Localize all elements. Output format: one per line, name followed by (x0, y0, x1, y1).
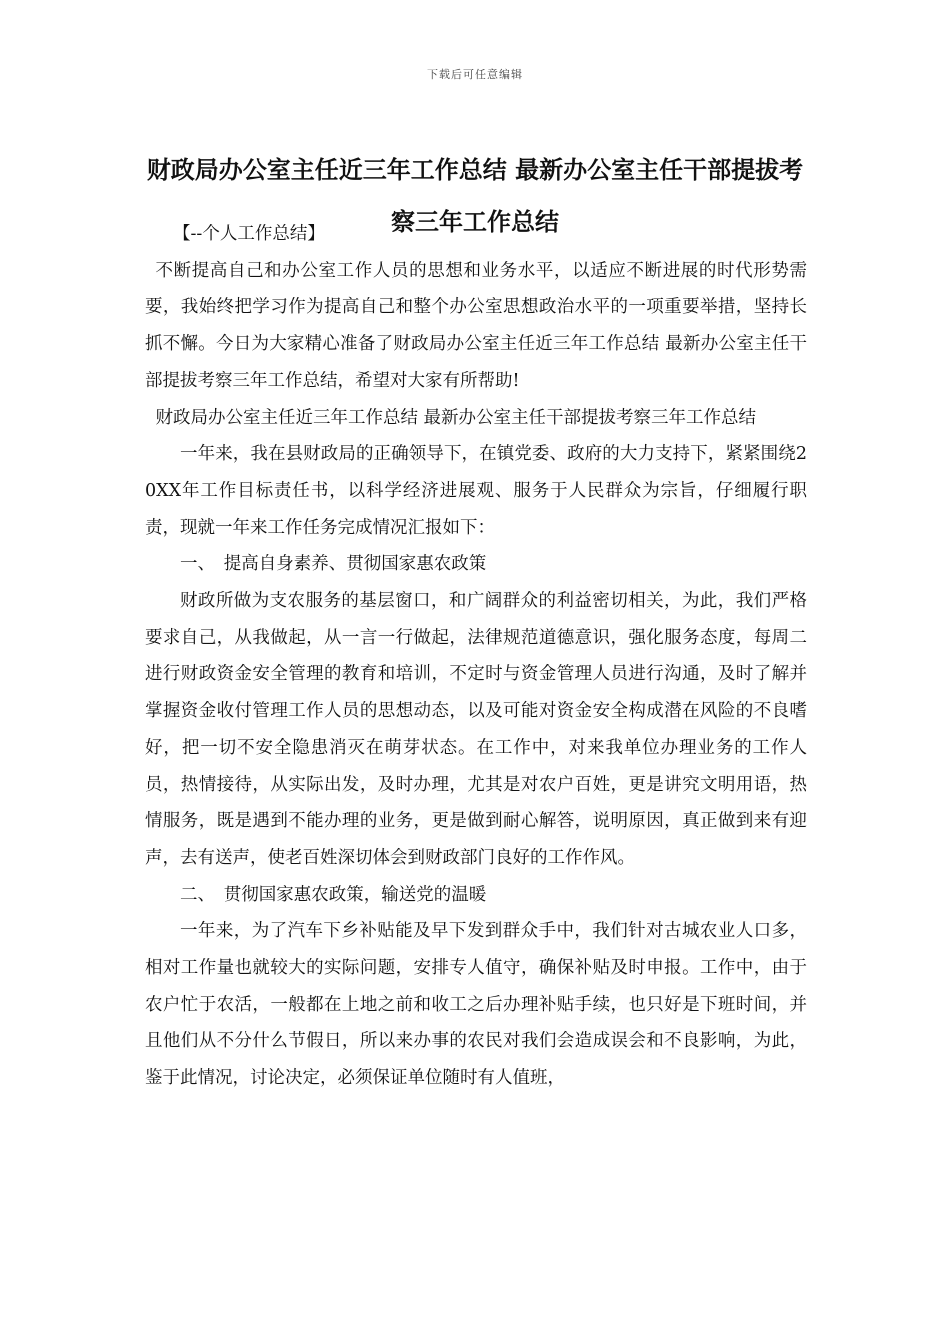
category-tag: 【--个人工作总结】 (173, 224, 325, 244)
paragraph: 财政所做为支农服务的基层窗口，和广阔群众的利益密切相关，为此，我们严格要求自己，从我做起，从一言一行做起，法律规范道德意识，强化服务态度，每周二进行财政资金安全管理的教育和培训，不定时与资金管理人员进行沟通，及时了解并掌握资金收付管理工作人员的思想动态，以及可能对资金安全构成潜在风险的不良嗜好，把一切不安全隐患消灭在萌芽状态。在工作中，对来我单位办理业务的工作人员，热情接待，从实际出发，及时办理，尤其是对农户百姓，更是讲究文明用语，热情服务，既是遇到不能办理的业务，更是做到耐心解答，说明原因，真正做到来有迎声，去有送声，使老百姓深切体会到财政部门良好的工作作风。 (145, 591, 807, 868)
paragraph: 财政局办公室主任近三年工作总结 最新办公室主任干部提拔考察三年工作总结 (155, 407, 757, 428)
paragraph: 一年来，为了汽车下乡补贴能及早下发到群众手中，我们针对古城农业人口多，相对工作量也就较大的实际问题，安排专人值守，确保补贴及时申报。工作中，由于农户忙于农活，一般都在上地之前和收工之后办理补贴手续，也只好是下班时间，并且他们从不分什么节假日，所以来办事的农民对我们会造成误会和不良影响，为此，鉴于此情况，讨论决定，必须保证单位随时有人值班， (145, 921, 807, 1089)
document-body (145, 216, 807, 1097)
paragraph: 一年来，我在县财政局的正确领导下，在镇党委、政府的大力支持下，紧紧围绕20XX年工作目标责任书，以科学经济进展观、服务于人民群众为宗旨，仔细履行职责，现就一年来工作任务完成情况汇报如下： (145, 444, 807, 538)
section-heading: 一、 提高自身素养、贯彻国家惠农政策 (180, 554, 487, 575)
header-note: 下载后可任意编辑 (427, 68, 523, 81)
document-title: 财政局办公室主任近三年工作总结 最新办公室主任干部提拔考察三年工作总结 (146, 156, 804, 236)
section-heading: 二、 贯彻国家惠农政策，输送党的温暖 (180, 884, 487, 905)
paragraph: 不断提高自己和办公室工作人员的思想和业务水平，以适应不断进展的时代形势需要，我始终把学习作为提高自己和整个办公室思想政治水平的一项重要举措，坚持长抓不懈。今日为大家精心准备了财政局办公室主任近三年工作总结 最新办公室主任干部提拔考察三年工作总结，希望对大家有所帮助! (145, 260, 807, 391)
